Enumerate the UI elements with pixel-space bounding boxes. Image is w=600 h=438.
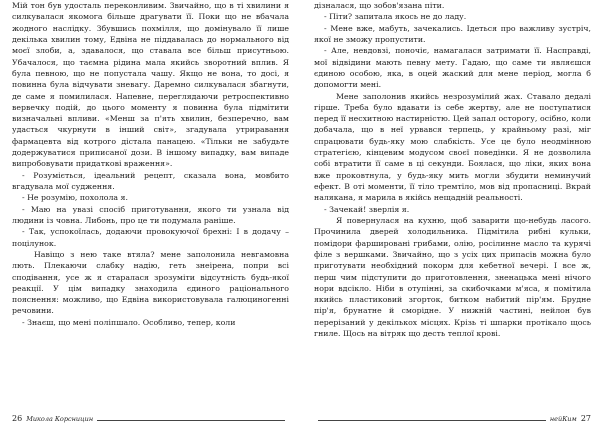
paragraph: - Знаєш, що мені поліпшало. Особливо, тепер, коли — [22, 317, 236, 327]
paragraph: - Піти? запитала якось не до ладу. — [324, 12, 467, 22]
right-page-text — [314, 0, 591, 412]
paragraph: - Маю на увазі спосіб приготування, якого ти узнала від людини із човна. Либонь, про це ти подумала раніше. — [12, 204, 289, 225]
paragraph: Мій тон був удосталь переконливим. Звичайно, що в ті хвилини я силкувалася якомога більше драгувати її. Поки що не вбачала жодного наслідку. Збувшись похмілля, що домінувало її лише декілька хвилин тому, Едвіна не піддавалась до нормального від моєї злоби, а, здавалося, що ставала все більш присутньою. Убачалося, що таємна рідина мала якийсь зворотний вплив. Я була певною, що не попустала чашу. Якщо не вона, то досі, я повинна була відчувати зневагу. Даремно силкувалася збагнути, де саме я помилилася. Напевне, переглядаючи ретроспективно вервечку подій, до цього моменту я повинна була підмітити визначальні впливи. «Менш за п'ять хвилин, безперечно, вам удасться чкурнути в інший світ», згадувала утриравання фармацевта від котрого дістала панацею. «Тільки не забудьте додержуватися приписаної дози. В іншому випадку, вам випаде випробовувати придаткові враження». — [12, 1, 289, 169]
right-page — [314, 0, 591, 438]
paragraph: - Розуміється, ідеальний рецепт, сказала вона, мовбито вгадувала мої судження. — [12, 170, 289, 191]
page-number: 27 — [580, 414, 591, 423]
author-name: Микола Корсницин — [26, 415, 94, 423]
left-page — [12, 0, 289, 438]
footer-rule — [97, 420, 285, 421]
paragraph: - Так, успокоїлась, додаючи провокуючої брехні: І в додачу – поцілунок. — [12, 227, 289, 248]
paragraph: Я повернулася на кухню, щоб заварити що-небудь ласого. Прочинила дверей холодильника. Підмітила рибні кульки, помідори фаршировані грибами, олію, росілинне масло та курячі філе з вершками. Звичайно, що з усіх цих припасів можна було приготувати необхідний покорм для кебетної вечері. І все ж, перш чим підступити до приготовлення, зненацька мені нічого нори вдсікло. Ніби в отупінні, за скибочками м'яса, я помітила якийсь пластиковий згорток, битком набитий пір'ям. Брудне пір'я, брунатне й сморідне. У нижній частині, нейлон був перерізаний у декількох місцях. Крізь ті шпарки протікало щось гниле. Щось на вітряк що десть теплої крові. — [314, 215, 591, 339]
paragraph: - Мене вже, мабуть, зачекались. Ідеться про важливу зустріч, якої не зможу пропустити. — [314, 23, 591, 44]
paragraph: - Але, невдовзі, поночіє, намагалася затримати її. Насправді, мої відвідини мають певну мету. Гадаю, що саме ти являєшся єдиною особою, яка, в оцей жаский для мене період, могла б допомогти мені. — [314, 46, 591, 90]
left-page-text — [12, 0, 289, 412]
series-title: нейКим — [549, 415, 577, 423]
paragraph: Мене заполонив якийсь незрозумілий жах. Ставало дедалі гірше. Треба було вдавати із себе жертву, але не поступатися перед її несхитною настирністю. Цей запал осторогу, осібно, коли добачала, що в неї урвався терпець, у крайньому разі, міг спрацювати будь-яку мою слабкість. Усе це було неодмінною стратегією, кінцевим модусом своєї поведінки. Я не дозволила собі втратити її саме в ці секунди. Боялася, що ліки, яких вона вже проковтнула, у будь-яку мить могли збудити неминучий ефект. В оті моменти, її тіло тремтіло, мов від пропасниці. Вкрай налякана, я марила в якійсь нещадній реальності. — [314, 91, 591, 203]
paragraph: дізналася, що зобов'язана піти. — [314, 1, 445, 10]
paragraph: - Не розумію, похолола я. — [22, 193, 128, 203]
right-page-footer — [314, 413, 591, 425]
paragraph: Навіщо з нею таке втяла? мене заполонила невгамовна лють. Плекаючи слабку надію, геть знеірена, попри всі сподівання, усе ж я старалася зрозуміти відсутність будь-якої реакції. У цім випадку знаходила єдиного раціонального пояснення: можливо, що Едвіна використовувала галюциногенні речовини. — [12, 249, 289, 316]
footer-rule — [318, 420, 546, 421]
left-page-footer — [12, 413, 289, 425]
paragraph: - Зачекай! зверлія я. — [324, 204, 410, 214]
page-number: 26 — [12, 414, 23, 423]
